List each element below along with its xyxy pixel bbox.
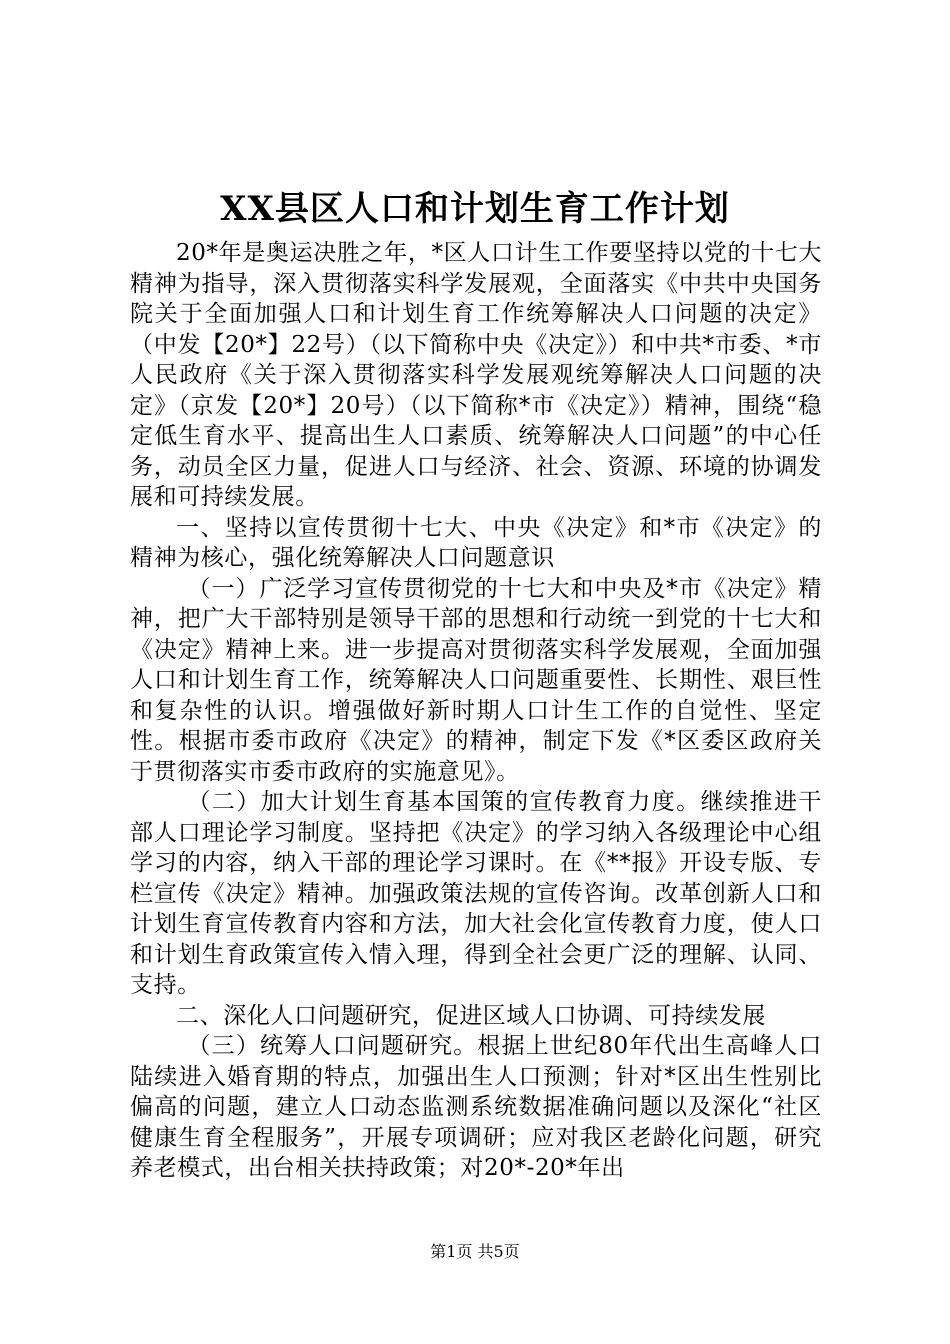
page-footer: 第1页 共5页: [430, 1242, 520, 1261]
document-title: XX县区人口和计划生育工作计划: [220, 189, 730, 229]
paragraph-item-2: （二）加大计划生育基本国策的宣传教育力度。继续推进干部人口理论学习制度。坚持把《决定》的学习纳入各级理论中心组学习的内容，纳入干部的理论学习课时。在《**报》开设专版、专栏宣传《决定》精神。加强政策法规的宣传咨询。改革创新人口和计划生育宣传教育内容和方法，加大社会化宣传教育力度，使人口和计划生育政策宣传入情入理，得到全社会更广泛的理解、认同、支持。: [130, 789, 822, 998]
document-body: [130, 238, 822, 1184]
section-heading-2: 二、深化人口问题研究，促进区域人口协调、可持续发展: [176, 1002, 766, 1029]
paragraph-intro: 20*年是奥运决胜之年，*区人口计生工作要坚持以党的十七大精神为指导，深入贯彻落实科学发展观，全面落实《中共中央国务院关于全面加强人口和计划生育工作统筹解决人口问题的决定》（中发【20*】22号）（以下简称中央《决定》）和中共*市委、*市人民政府《关于深入贯彻落实科学发展观统筹解决人口问题的决定》（京发【20*】20号）（以下简称*市《决定》）精神，围绕“稳定低生育水平、提高出生人口素质、统筹解决人口问题”的中心任务，动员全区力量，促进人口与经济、社会、资源、环境的协调发展和可持续发展。: [130, 240, 822, 510]
paragraph-item-3: （三）统筹人口问题研究。根据上世纪80年代出生高峰人口陆续进入婚育期的特点，加强出生人口预测；针对*区出生性别比偏高的问题，建立人口动态监测系统数据准确问题以及深化“社区健康生育全程服务”，开展专项调研；应对我区老龄化问题，研究养老模式，出台相关扶持政策；对20*-20*年出: [130, 1033, 822, 1181]
section-heading-1: 一、坚持以宣传贯彻十七大、中央《决定》和*市《决定》的精神为核心，强化统筹解决人口问题意识: [130, 514, 822, 571]
paragraph-item-1: （一）广泛学习宣传贯彻党的十七大和中央及*市《决定》精神，把广大干部特别是领导干部的思想和行动统一到党的十七大和《决定》精神上来。进一步提高对贯彻落实科学发展观，全面加强人口和计划生育工作，统筹解决人口问题重要性、长期性、艰巨性和复杂性的认识。增强做好新时期人口计生工作的自觉性、坚定性。根据市委市政府《决定》的精神，制定下发《*区委区政府关于贯彻落实市委市政府的实施意见》。: [130, 575, 822, 785]
